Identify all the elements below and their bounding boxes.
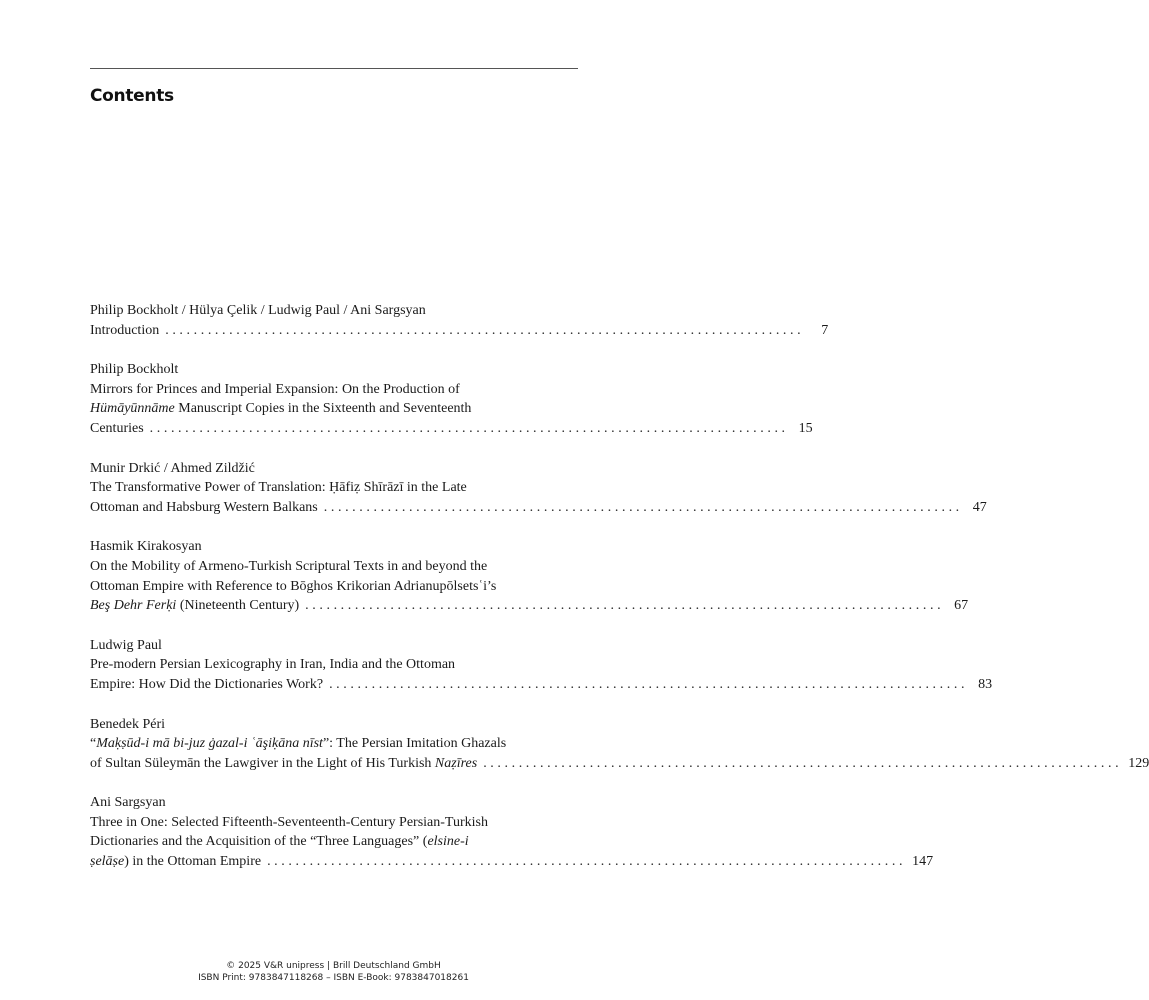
entry-gap (90, 616, 578, 636)
text-run: Introduction (90, 322, 160, 338)
toc-entry[interactable] (90, 360, 813, 438)
text-run: ) in the Ottoman Empire (124, 854, 262, 870)
text-run: The Transformative Power of Translation: Ḥāfiẓ Shīrāzī in the Late (90, 480, 467, 496)
entry-title-last-line (90, 419, 813, 439)
entry-title-line (90, 399, 578, 419)
page-number: 15 (798, 420, 813, 436)
page-number: 83 (978, 676, 993, 692)
toc-entry[interactable] (90, 537, 969, 615)
entry-title-line (90, 655, 578, 675)
text-run: Maḳṣūd-i mā bi-juz ġazal-i ʿāşiḳāna nīst (96, 736, 323, 752)
entry-authors: Philip Bockholt (90, 362, 179, 378)
text-run: Mirrors for Princes and Imperial Expansion: On the Production of (90, 381, 460, 397)
table-of-contents (90, 301, 1149, 872)
entry-title-line (90, 478, 578, 498)
text-run: Centuries (90, 420, 144, 436)
text-run: Beş Dehr Ferḳi (90, 598, 177, 614)
dot-leader: .......................................................................................... (329, 676, 969, 692)
top-rule (90, 68, 578, 69)
entry-gap (90, 695, 578, 715)
entry-title-line (90, 832, 578, 852)
dot-leader: .......................................................................................... (267, 854, 907, 870)
entry-title-line (90, 754, 477, 774)
dot-leader: .......................................................................................... (483, 755, 1123, 771)
entry-authors: Ani Sargsyan (90, 795, 166, 811)
toc-entry[interactable] (90, 301, 829, 340)
entry-title-line (90, 380, 578, 400)
dot-leader: .......................................................................................... (305, 598, 945, 614)
entry-gap (90, 439, 578, 459)
entry-title-line (90, 813, 578, 833)
entry-title-last-line (90, 498, 987, 518)
toc-entry[interactable] (90, 793, 934, 871)
entry-authors: Philip Bockholt / Hülya Çelik / Ludwig Paul / Ani Sargsyan (90, 303, 426, 318)
text-run: Ottoman and Habsburg Western Balkans (90, 499, 318, 515)
text-run: ṣelāṣe (90, 854, 125, 870)
page-number: 67 (954, 598, 969, 614)
text-run: “ (90, 736, 97, 752)
text-run: of Sultan Süleymān the Lawgiver in the Light of His Turkish (90, 755, 435, 771)
dot-leader: .......................................................................................... (323, 499, 963, 515)
entry-title-line (90, 596, 299, 616)
entry-title-last-line (90, 754, 1149, 774)
text-run: elsine-i (427, 834, 469, 850)
page-number: 129 (1128, 755, 1149, 771)
entry-authors: Benedek Péri (90, 716, 166, 732)
text-run: Dictionaries and the Acquisition of the “Three Languages” ( (90, 834, 428, 850)
toc-entry[interactable] (90, 636, 993, 695)
toc-entry[interactable] (90, 715, 1149, 774)
entry-title-line (90, 675, 323, 695)
entry-gap (90, 340, 578, 360)
toc-entry[interactable] (90, 459, 987, 518)
entry-title-last-line (90, 675, 993, 695)
copyright-line: © 2025 V&R unipress | Brill Deutschland GmbH (226, 961, 441, 971)
text-run: Naẓīres (434, 755, 478, 771)
entry-title-line (90, 734, 578, 754)
page-number: 47 (972, 499, 987, 515)
entry-authors: Munir Drkić / Ahmed Zildžić (90, 460, 255, 476)
entry-gap (90, 773, 578, 793)
text-run: ”: The Persian Imitation Ghazals (322, 736, 507, 752)
entry-title-line (90, 557, 578, 577)
text-run: On the Mobility of Armeno-Turkish Scriptural Texts in and beyond the (90, 558, 488, 574)
text-run: Hümāyūnnāme (90, 401, 175, 417)
entry-title-last-line (90, 321, 829, 341)
entry-authors: Hasmik Kirakosyan (90, 539, 202, 555)
entry-authors: Ludwig Paul (90, 637, 162, 653)
text-run: Pre-modern Persian Lexicography in Iran, India and the Ottoman (90, 657, 456, 673)
entry-title-line (90, 577, 578, 597)
entry-title-line (90, 852, 261, 872)
text-run: (Nineteenth Century) (176, 598, 300, 614)
text-run: Three in One: Selected Fifteenth-Seventeenth-Century Persian-Turkish (90, 814, 488, 830)
page-number: 147 (912, 854, 934, 870)
text-run: Manuscript Copies in the Sixteenth and Seventeenth (174, 401, 472, 417)
entry-title-last-line (90, 596, 969, 616)
dot-leader: .......................................................................................... (165, 322, 805, 338)
isbn-line: ISBN Print: 9783847118268 – ISBN E-Book: 9783847018261 (198, 973, 469, 983)
entry-gap (90, 517, 578, 537)
page-number: 7 (821, 322, 829, 338)
entry-title-last-line (90, 852, 934, 872)
entry-title-line (90, 498, 318, 518)
text-run: Empire: How Did the Dictionaries Work? (90, 676, 324, 692)
dot-leader: .......................................................................................... (149, 420, 789, 436)
text-run: Ottoman Empire with Reference to Bōghos Krikorian Adrianupōlsetsʿi’s (90, 578, 497, 594)
entry-title-line (90, 321, 159, 341)
entry-title-line (90, 419, 144, 439)
page-title: Contents (90, 86, 174, 106)
